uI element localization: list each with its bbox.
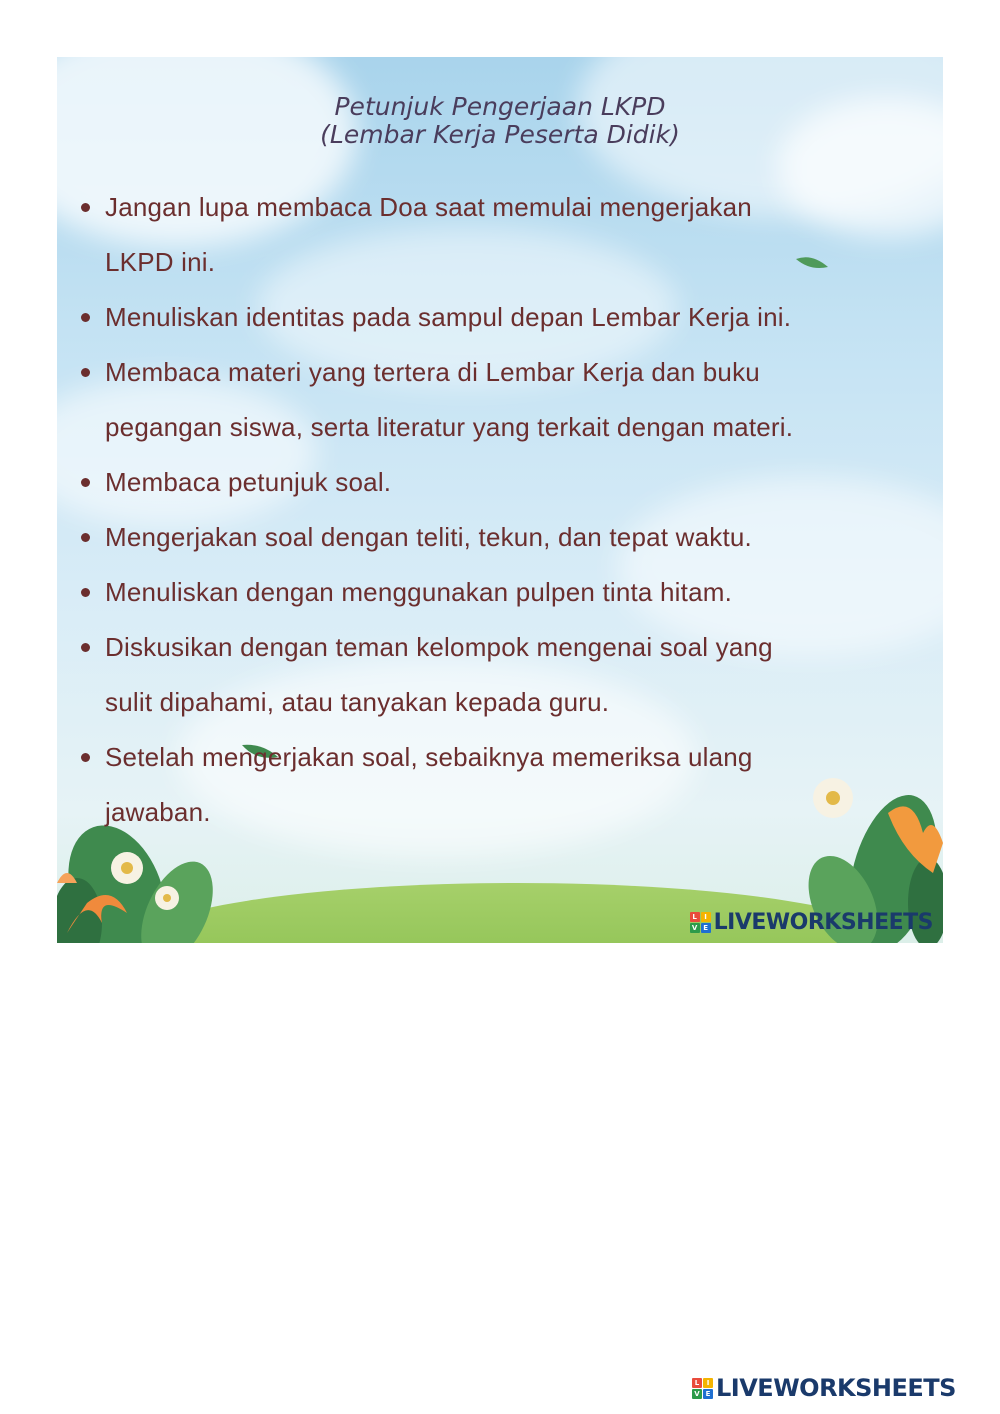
bullet-icon [81, 203, 90, 212]
bullet-icon [81, 753, 90, 762]
logo-letter-square: E [701, 923, 711, 933]
bullet-icon [81, 368, 90, 377]
liveworksheets-logo-icon [692, 1378, 713, 1399]
logo-text: LIVEWORKSHEETS [713, 910, 933, 935]
bullet-icon [81, 643, 90, 652]
instruction-item: Mengerjakan soal dengan teliti, tekun, dan tepat waktu. [79, 510, 939, 565]
logo-letter-square: E [703, 1389, 713, 1399]
logo-letter-square: L [692, 1378, 702, 1388]
instruction-item: Membaca materi yang tertera di Lembar Kerja dan buku pegangan siswa, serta literatur yang terkait dengan materi. [79, 345, 939, 455]
instructions-list [79, 180, 939, 840]
logo-text: LIVEWORKSHEETS [716, 1374, 956, 1402]
instruction-item: Diskusikan dengan teman kelompok mengenai soal yang sulit dipahami, atau tanyakan kepada guru. [79, 620, 939, 730]
logo-letter-square: I [703, 1378, 713, 1388]
liveworksheets-footer-logo[interactable] [692, 1374, 956, 1402]
liveworksheets-watermark [690, 910, 933, 935]
logo-letter-square: I [701, 912, 711, 922]
instruction-item: Membaca petunjuk soal. [79, 455, 939, 510]
worksheet-title [57, 93, 943, 149]
instruction-item: Menuliskan identitas pada sampul depan Lembar Kerja ini. [79, 290, 939, 345]
bullet-icon [81, 533, 90, 542]
liveworksheets-logo-icon [690, 912, 711, 933]
worksheet-image [57, 57, 943, 943]
bullet-icon [81, 588, 90, 597]
logo-letter-square: V [692, 1389, 702, 1399]
instruction-item: Setelah mengerjakan soal, sebaiknya memeriksa ulang jawaban. [79, 730, 939, 840]
title-line-2: (Lembar Kerja Peserta Didik) [320, 120, 680, 149]
bullet-icon [81, 478, 90, 487]
instruction-item: Menuliskan dengan menggunakan pulpen tinta hitam. [79, 565, 939, 620]
bullet-icon [81, 313, 90, 322]
logo-letter-square: L [690, 912, 700, 922]
title-line-1: Petunjuk Pengerjaan LKPD [334, 92, 666, 121]
instruction-item: Jangan lupa membaca Doa saat memulai mengerjakan LKPD ini. [79, 180, 939, 290]
logo-letter-square: V [690, 923, 700, 933]
